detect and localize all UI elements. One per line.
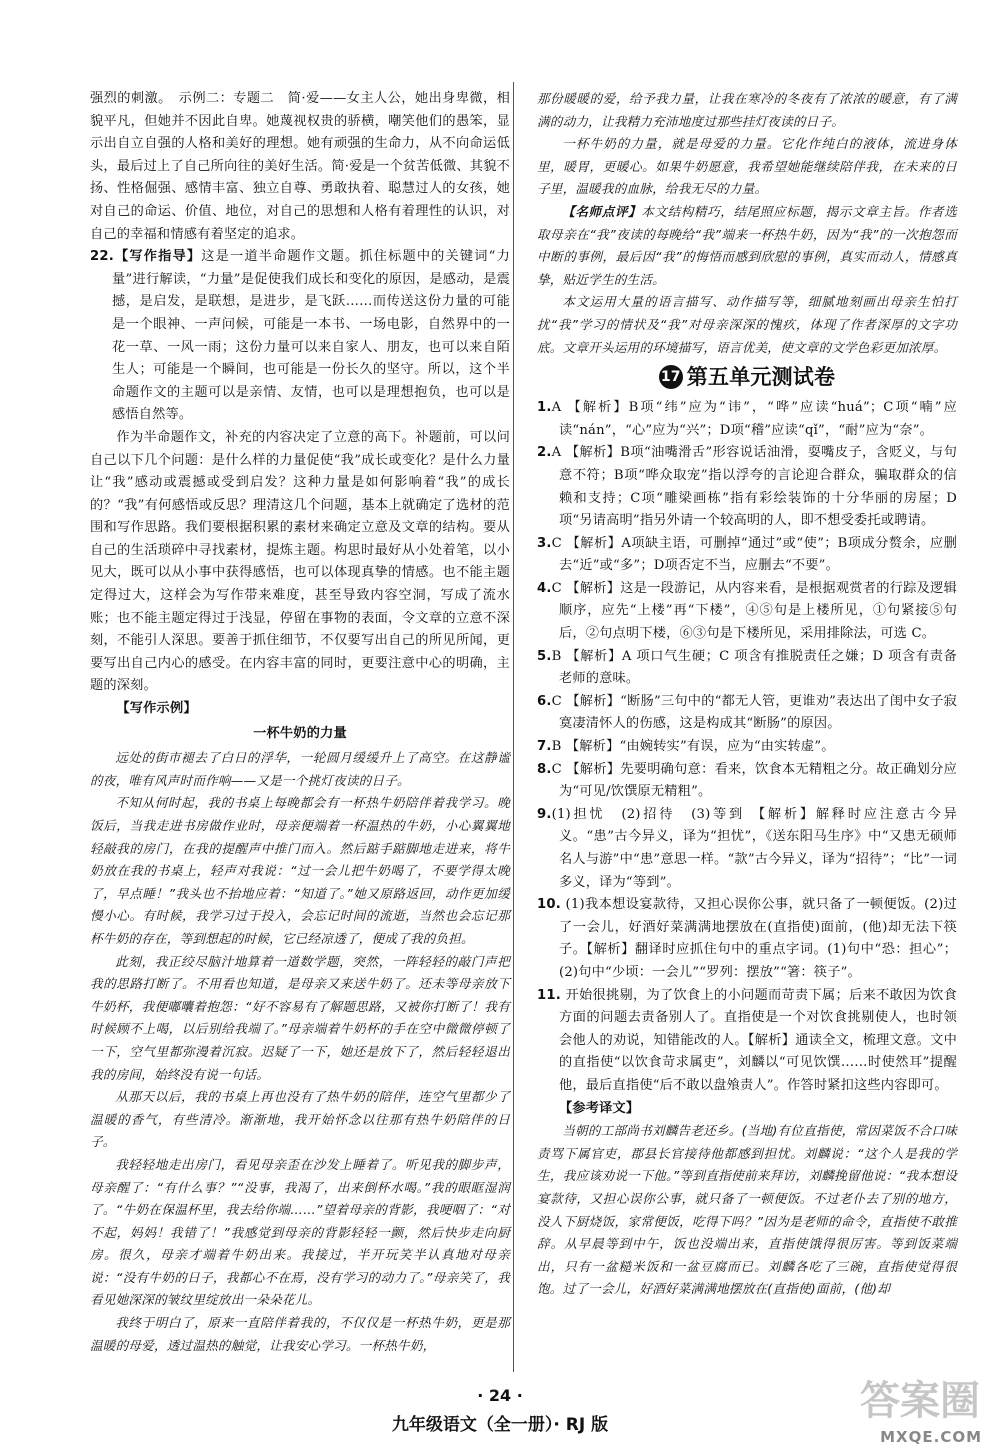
answer-number: 4.: [537, 580, 552, 596]
answer-item: [537, 578, 957, 646]
essay-paragraph: 不知从何时起，我的书桌上每晚都会有一杯热牛奶陪伴着我学习。晚饭后，当我走进书房做作业时，母亲便端着一杯温热的牛奶，小心翼翼地轻敲我的房门，在我的提醒声中推门而入。然后踮手踮脚地走进来，将牛奶放在我的书桌上，轻声对我说：“过一会儿把牛奶喝了，不要学得太晚了，早点睡！”我头也不抬地应着：“知道了。”她又原路返回，动作更加缓慢小心。有时候，我学习过于投入，会忘记时间的流逝，当然也会忘记那杯牛奶的存在，等到想起的时候，它已经凉透了，便成了我的负担。: [90, 795, 510, 946]
answer-choice: A: [551, 400, 562, 416]
answer-explanation: 【解析】B项“油嘴滑舌”形容说话油滑，耍嘴皮子，含贬义，与句意不符；B项“哗众取宠”指以浮夸的言论迎合群众，骗取群众的信赖和支持；C项“雕梁画栋”指有彩绘装饰的十分华丽的房屋；D项“另请高明”指另外请一个较高明的人，即不想受委托或聘请。: [559, 445, 957, 529]
writing-guide-paragraph: 作为半命题作文，补充的内容决定了立意的高下。补题前，可以问自己以下几个问题：是什么样的力量促使“我”成长或变化？是什么力量让“我”感动或震撼或受到启发？这种力量是如何影响着“我”的成长的？“我”有何感悟或反思？理清这几个问题，基本上就确定了选材的范围和写作思路。我们要根据积累的素材来确定立意及文章的结构。要从自己的生活琐碎中寻找素材，提炼主题。构思时最好从小处着笔，以小见大，既可以从小事中获得感悟，也可以体现真挚的情感。也不能主题定得过大，这样会为写作带来难度，甚至导致内容空洞，写成了流水账；也不能主题定得过于浅显，停留在事物的表面，令文章的立意不深刻，不能引人深思。要善于抓住细节，不仅要写出自己的所见所闻，更要写出自己内心的感受。在内容丰富的同时，更要注意中心的明确，主题的深刻。: [90, 429, 510, 694]
essay-paragraph: 此刻，我正绞尽脑汁地算着一道数学题，突然，一阵轻轻的敲门声把我的思路打断了。不用看也知道，是母亲又来送牛奶了。还未等母亲放下牛奶杯，我便嘟囔着抱怨：“好不容易有了解题思路，又被你打断了！我有时候顾不上喝，以后别给我端了。”母亲端着牛奶杯的手在空中微微停顿了一下，空气里都弥漫着沉寂。迟疑了一下，她还是放下了，然后轻轻退出我的房间，始终没有说一句话。: [90, 953, 510, 1082]
answer-choice: C: [551, 761, 562, 777]
teacher-comment-second: 本文运用大量的语言描写、动作描写等，细腻地刻画出母亲生怕打扰“我”学习的情状及“我”对母亲深深的愧疚，体现了作者深厚的文字功底。文章开头运用的环境描写，语言优美，使文章的文学色彩更加浓厚。: [537, 294, 957, 355]
answer-item: [537, 533, 957, 578]
left-column: [90, 88, 510, 1357]
answer-explanation: 【解析】解释时应注意古今异义。“患”古今异义，译为“担忧”，《送东阳马生序》中“又患无硕师名人与游”中“患”意思一样。“款”古今异义，译为“招待”；“比”一词多义，译为“等到”。: [559, 806, 957, 890]
answer-choice: B: [551, 739, 562, 755]
answer-explanation: 【解析】“由婉转实”有误，应为“由实转虚”。: [565, 739, 835, 755]
answer-number: 7.: [537, 739, 552, 755]
essay-paragraph: 从那天以后，我的书桌上再也没有了热牛奶的陪伴，连空气里都少了温暖的香气，有些清冷。渐渐地，我开始怀念以往那有热牛奶陪伴的日子。: [90, 1089, 510, 1150]
question-number: 22.: [90, 249, 114, 265]
answer-item: [537, 691, 957, 736]
answer-item: [537, 985, 957, 1098]
example-two-paragraph: 强烈的刺激。 示例二：专题二 简·爱——女主人公，她出身卑微，相貌平凡，但她并不因此自卑。她蔑视权贵的骄横，嘲笑他们的愚笨，显示出自立自强的人格和美好的理想。她有顽强的生命力，从不向命运低头，最后过上了自己所向往的美好生活。简·爱是一个贫苦低微、其貌不扬、性格倔强、感情丰富、独立自尊、勇敢执着、聪慧过人的女孩，她对自己的命运、价值、地位，对自己的思想和人格有着理性的认识，对自己的幸福和情感有着坚定的追求。: [90, 91, 510, 242]
writing-example-tag: 【写作示例】: [116, 701, 197, 717]
answer-choice: (1)担忧 (2)招待 (3)等到: [551, 806, 745, 822]
answer-number: 10.: [537, 897, 561, 913]
essay-paragraph: 那份暖暖的爱，给予我力量，让我在寒冷的冬夜有了浓浓的暖意，有了满满的动力，让我精力充沛地度过那些挂灯夜读的日子。: [537, 91, 957, 129]
teacher-comment-tag: 【名师点评】: [562, 203, 642, 219]
watermark-logo: 答案圈: [860, 1378, 980, 1424]
answer-number: 11.: [537, 987, 561, 1003]
answer-explanation: 【解析】A项缺主语，可删掉“通过”或“使”；B项成分赘余，应删去“近”或“多”；D项否定不当，应删去“不要”。: [559, 535, 957, 574]
teacher-comment: [537, 201, 957, 291]
answer-number: 6.: [537, 693, 552, 709]
essay-paragraph: 远处的街市褪去了白日的浮华，一轮圆月缓缓升上了高空。在这静谧的夜，唯有风声时而作响——又是一个挑灯夜读的日子。: [90, 750, 510, 788]
answer-item: [537, 804, 957, 894]
column-divider: [513, 82, 514, 1372]
answer-list: [537, 397, 957, 1097]
answer-explanation: 开始很挑剔，为了饮食上的小问题而苛责下属；后来不敢因为饮食方面的问题去责备别人了。直指使是一个对饮食挑剔使人，也时领会他人的劝说，知错能改的人。【解析】通读全文，梳理文意。文中的直指使“以饮食苛求属吏”，刘麟以“可见饮馔……时使然耳”提醒他，最后直指使“后不敢以盘飧责人”。作答时紧扣这些内容即可。: [559, 987, 957, 1093]
right-column: [537, 88, 957, 1301]
answer-number: 9.: [537, 806, 552, 822]
essay-paragraph: 我终于明白了，原来一直陪伴着我的，不仅仅是一杯热牛奶，更是那温暖的母爱，透过温热的触觉，让我安心学习。一杯热牛奶，: [90, 1315, 510, 1353]
answer-explanation: 【解析】“断肠”三句中的“都无人管，更谁劝”表达出了闺中女子寂寞凄清怀人的伤感，这是构成其“断肠”的原因。: [559, 693, 957, 732]
watermark-site: MXQE.COM: [880, 1428, 982, 1446]
book-title: 九年级语文（全一册）· RJ 版: [391, 1415, 609, 1435]
answer-choice: C: [551, 580, 562, 596]
answer-item: [537, 759, 957, 804]
answer-choice: C: [551, 693, 562, 709]
answer-item: [537, 736, 957, 759]
question-22: [90, 246, 510, 427]
writing-guide-tag: 【写作指导】: [113, 249, 202, 265]
translation-text: 当朝的工部尚书刘麟告老还乡。(当地)有位直指使，常因菜饭不合口味责骂下属官吏，郡县长官接待他都感到担忧。刘麟说：“这个人是我的学生，我应该劝说一下他。”等到直指使前来拜访，刘麟挽留他说：“我本想设宴款待，又担心误你公事，就只备了一顿便饭。不过老仆去了别的地方，没人下厨烧饭，家常便饭，吃得下吗？”因为是老师的命令，直指使不敢推辞。从早晨等到中午，饭也没端出来，直指使饿得很厉害。等到饭菜端出，只有一盆糙米饭和一盆豆腐而已。刘麟各吃了三碗，直指使觉得很饱。过了一会儿，好酒好菜满满地摆放在(直指使)面前，(他)却: [537, 1123, 957, 1297]
essay-title: 一杯牛奶的力量: [253, 725, 347, 741]
answer-choice: B: [551, 648, 562, 664]
page-number: · 24 ·: [477, 1386, 523, 1405]
section-number-badge: 17: [659, 365, 683, 389]
answer-explanation: 【解析】A 项口气生硬；C 项含有推脱责任之嫌；D 项含有责备老师的意味。: [559, 648, 957, 687]
answer-item: [537, 442, 957, 532]
answer-choice: C: [551, 535, 562, 551]
answer-number: 3.: [537, 535, 552, 551]
writing-guide-text: 这是一道半命题作文题。抓住标题中的关键词“力量”进行解读，“力量”是促使我们成长和变化的原因，是感动，是震撼，是启发，是联想，是进步，是飞跃……而传送这份力量的可能是一个眼神、一声问候，可能是一本书、一场电影，自然界中的一花一草、一风一雨；这份力量可以来自家人、朋友，也可以来自陌生人；可能是一个瞬间，也可能是一份长久的坚守。所以，这个半命题作文的主题可以是亲情、友情，也可以是理想抱负，也可以是感悟自然等。: [112, 249, 510, 423]
essay-paragraph: 一杯牛奶的力量，就是母爱的力量。它化作纯白的液体，流进身体里，暖胃，更暖心。如果牛奶愿意，我希望她能继续陪伴我，在未来的日子里，温暖我的血脉，给我无尽的力量。: [537, 136, 957, 197]
teacher-comment-text: 本文结构精巧，结尾照应标题，揭示文章主旨。作者选取母亲在“我”夜读的每晚给“我”端来一杯热牛奶，因为“我”的一次抱怨而中断的事例，最后因“我”的悔悟而感到欣慰的事例，真实而动人，情感真挚，贴近学生的生活。: [537, 203, 957, 287]
answer-number: 1.: [537, 400, 552, 416]
translation-tag: 【参考译文】: [559, 1100, 640, 1116]
answer-explanation: 【解析】B项“纬”应为“讳”，“哗”应读“huá”；C项“喃”应读“nán”，“心”应为“兴”；D项“稽”应读“qǐ”，“耐”应为“奈”。: [559, 400, 957, 438]
answer-explanation: 【解析】先要明确句意：看来，饮食本无精粗之分。故正确划分应为“可见/饮馔原无精粗”。: [559, 761, 957, 800]
section-title: 第五单元测试卷: [686, 364, 836, 389]
answer-explanation: (1)我本想设宴款待，又担心误你公事，就只备了一顿便饭。(2)过了一会儿，好酒好菜满满地摆放在(直指使)面前，(他)却无法下筷子。【解析】翻译时应抓住句中的重点字词。(1)句中“恐：担心”；(2)句中“少顷：一会儿”“罗列：摆放”“箸：筷子”。: [559, 897, 957, 980]
answer-number: 2.: [537, 445, 552, 461]
essay-paragraph: 我轻轻地走出房门，看见母亲歪在沙发上睡着了。听见我的脚步声，母亲醒了：“有什么事？”“没事，我渴了，出来倒杯水喝。”我的眼眶湿润了。“牛奶在保温杯里，我去给你端……”望着母亲的背影，我哽咽了：“对不起，妈妈！我错了！”我感觉到母亲的背影轻轻一颤，然后快步走向厨房。很久，母亲才端着牛奶出来。我接过，半开玩笑半认真地对母亲说：“没有牛奶的日子，我都心不在焉，没有学习的动力了。”母亲笑了，我看见她深深的皱纹里绽放出一朵朵花儿。: [90, 1156, 510, 1308]
answer-item: [537, 397, 957, 442]
answer-number: 5.: [537, 648, 552, 664]
answer-explanation: 【解析】这是一段游记，从内容来看，是根据观赏者的行踪及逻辑顺序，应先“上楼”再“下楼”，④⑤句是上楼所见，①句紧接⑤句后，②句点明下楼，⑥③句是下楼所见，采用排除法，可选 C。: [559, 580, 957, 642]
answer-choice: A: [551, 445, 562, 461]
answer-item: [537, 646, 957, 691]
answer-item: [537, 894, 957, 984]
answer-number: 8.: [537, 761, 552, 777]
section-heading: [537, 365, 957, 389]
